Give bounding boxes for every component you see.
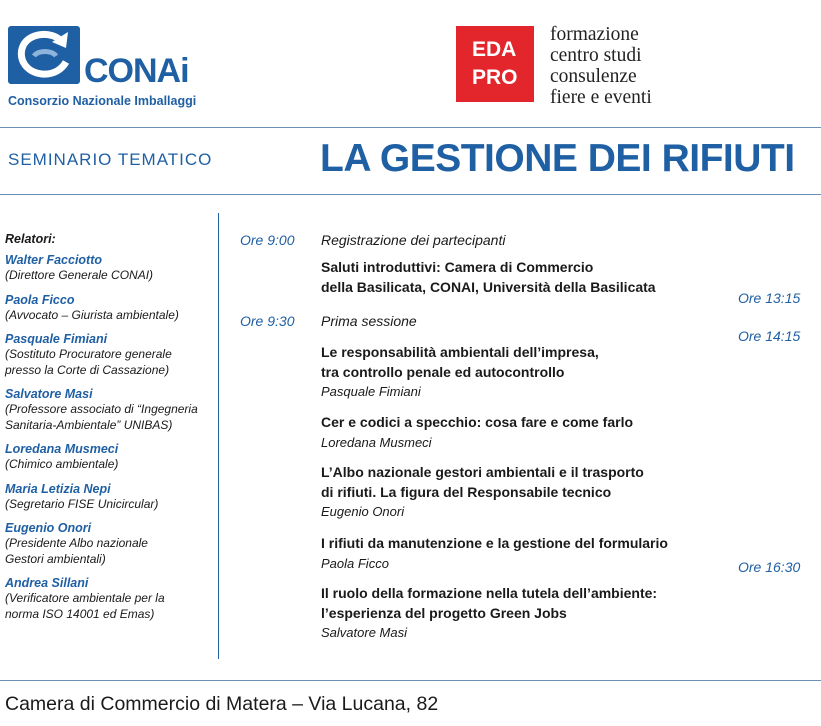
time-label: Ore 16:30 bbox=[738, 559, 801, 575]
talk-speaker: Eugenio Onori bbox=[321, 504, 405, 519]
talk-item bbox=[321, 463, 711, 521]
speakers-list bbox=[5, 232, 210, 630]
speaker-name: Walter Facciotto bbox=[5, 253, 103, 267]
talk-title: I rifiuti da manutenzione e la gestione del formulario bbox=[321, 535, 668, 551]
divider-top bbox=[0, 127, 821, 128]
divider-title bbox=[0, 194, 821, 195]
time-label: Ore 9:30 bbox=[240, 313, 295, 329]
edapro-logo-pro: PRO bbox=[472, 66, 518, 89]
talk-title: Le responsabilità ambientali dell’impresa, bbox=[321, 344, 599, 360]
tagline-line: centro studi bbox=[550, 45, 642, 66]
edapro-tagline bbox=[550, 24, 652, 108]
talk-speaker: Salvatore Masi bbox=[321, 625, 407, 640]
talk-item bbox=[321, 534, 711, 573]
speaker-name: Eugenio Onori bbox=[5, 521, 92, 535]
speaker-role: (Verificatore ambientale per la norma ISO 14001 ed Emas) bbox=[5, 591, 165, 621]
conai-wordmark: CONAi bbox=[84, 52, 189, 90]
talk-item bbox=[321, 584, 711, 642]
edapro-logo bbox=[456, 26, 534, 102]
talk-speaker: Loredana Musmeci bbox=[321, 434, 432, 450]
speaker-role: (Presidente Albo nazionale Gestori ambientali) bbox=[5, 536, 148, 566]
registration-item: Registrazione dei partecipanti bbox=[321, 232, 506, 248]
speaker-name: Salvatore Masi bbox=[5, 387, 93, 401]
talk-title: Cer e codici a specchio: cosa fare e come farlo bbox=[321, 414, 634, 430]
speaker-name: Andrea Sillani bbox=[5, 576, 89, 590]
session-heading: Prima sessione bbox=[321, 313, 417, 329]
page-title: LA GESTIONE DEI RIFIUTI bbox=[320, 137, 795, 180]
greetings-item bbox=[321, 258, 711, 297]
speaker-name: Paola Ficco bbox=[5, 292, 75, 307]
speaker-role: (Chimico ambientale) bbox=[5, 457, 119, 471]
talk-speaker: Paola Ficco bbox=[321, 555, 389, 571]
speaker-name: Loredana Musmeci bbox=[5, 442, 119, 456]
conai-subtitle: Consorzio Nazionale Imballaggi bbox=[8, 94, 197, 108]
conai-swirl-icon bbox=[8, 26, 80, 84]
speaker-role: (Direttore Generale CONAI) bbox=[5, 268, 154, 282]
greetings-line: della Basilicata, CONAI, Università della Basilicata bbox=[321, 278, 656, 295]
talk-item bbox=[321, 413, 711, 452]
edapro-logo-eda: EDA bbox=[472, 38, 517, 61]
speaker-role: (Avvocato – Giurista ambientale) bbox=[5, 307, 179, 322]
speaker-item bbox=[5, 331, 210, 378]
conai-logo bbox=[8, 22, 213, 114]
speaker-item bbox=[5, 520, 210, 567]
speakers-heading: Relatori: bbox=[5, 232, 56, 246]
speaker-name: Pasquale Fimiani bbox=[5, 332, 108, 346]
speaker-role: (Professore associato di “Ingegneria Sanitaria-Ambientale” UNIBAS) bbox=[5, 402, 198, 432]
time-label: Ore 13:15 bbox=[738, 290, 801, 306]
talk-title: L’Albo nazionale gestori ambientali e il trasporto bbox=[321, 464, 644, 480]
speaker-item bbox=[5, 441, 210, 473]
divider-bottom bbox=[0, 680, 821, 681]
talk-title: di rifiuti. La figura del Responsabile tecnico bbox=[321, 483, 612, 500]
speaker-role: (Sostituto Procuratore generale presso la Corte di Cassazione) bbox=[5, 347, 172, 377]
column-divider bbox=[218, 213, 219, 659]
time-label: Ore 9:00 bbox=[240, 232, 295, 248]
talk-title: l’esperienza del progetto Green Jobs bbox=[321, 604, 567, 621]
speaker-item bbox=[5, 386, 210, 433]
tagline-line: formazione bbox=[550, 24, 639, 45]
talk-title: tra controllo penale ed autocontrollo bbox=[321, 363, 565, 380]
seminar-label: SEMINARIO TEMATICO bbox=[8, 150, 213, 169]
tagline-line: consulenze bbox=[550, 66, 637, 87]
talk-speaker: Pasquale Fimiani bbox=[321, 384, 421, 399]
venue-address: Camera di Commercio di Matera – Via Lucana, 82 bbox=[5, 693, 439, 715]
speaker-item bbox=[5, 575, 210, 622]
speaker-item bbox=[5, 481, 210, 513]
tagline-line: fiere e eventi bbox=[550, 87, 652, 108]
greetings-line: Saluti introduttivi: Camera di Commercio bbox=[321, 259, 594, 275]
speaker-role: (Segretario FISE Unicircular) bbox=[5, 496, 159, 511]
speaker-item bbox=[5, 292, 210, 324]
speaker-item bbox=[5, 252, 210, 284]
talk-title: Il ruolo della formazione nella tutela dell’ambiente: bbox=[321, 585, 658, 601]
speaker-name: Maria Letizia Nepi bbox=[5, 481, 111, 496]
talk-item bbox=[321, 343, 711, 401]
time-label: Ore 14:15 bbox=[738, 328, 801, 344]
